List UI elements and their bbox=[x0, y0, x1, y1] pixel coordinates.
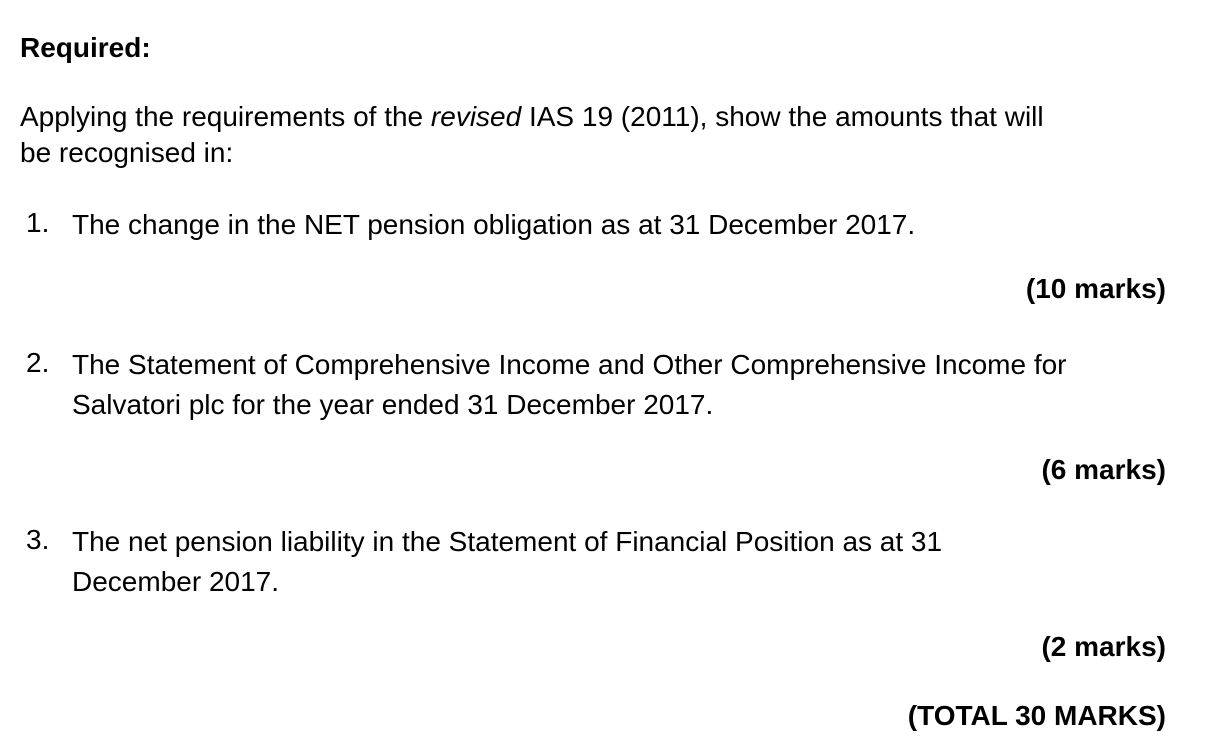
total-marks: (TOTAL 30 MARKS) bbox=[907, 700, 1166, 731]
item-line: The Statement of Comprehensive Income and Other Comprehensive Income for bbox=[72, 349, 1067, 380]
required-heading: Required: bbox=[20, 32, 151, 63]
intro-italic-word: revised bbox=[430, 101, 522, 132]
item-text bbox=[72, 205, 1182, 245]
item-number: 3. bbox=[26, 524, 50, 555]
intro-text-start: Applying the requirements of the bbox=[20, 101, 431, 132]
item-line: The change in the NET pension obligation as at 31 December 2017. bbox=[72, 209, 916, 240]
item-line: Salvatori plc for the year ended 31 December 2017. bbox=[72, 389, 714, 420]
item-text bbox=[72, 522, 1182, 602]
item-2-marks: (6 marks) bbox=[1041, 454, 1166, 485]
item-line: The net pension liability in the Statement of Financial Position as at 31 bbox=[72, 526, 943, 557]
intro-text-rest: IAS 19 (2011), show the amounts that will bbox=[521, 101, 1044, 132]
item-number: 1. bbox=[26, 207, 50, 238]
intro-text-line2: be recognised in: bbox=[20, 137, 234, 168]
item-number: 2. bbox=[26, 347, 50, 378]
item-text bbox=[72, 345, 1182, 425]
intro-paragraph bbox=[20, 99, 1170, 171]
item-3-marks: (2 marks) bbox=[1041, 631, 1166, 662]
item-1-marks: (10 marks) bbox=[1025, 273, 1166, 304]
item-line: December 2017. bbox=[72, 566, 280, 597]
